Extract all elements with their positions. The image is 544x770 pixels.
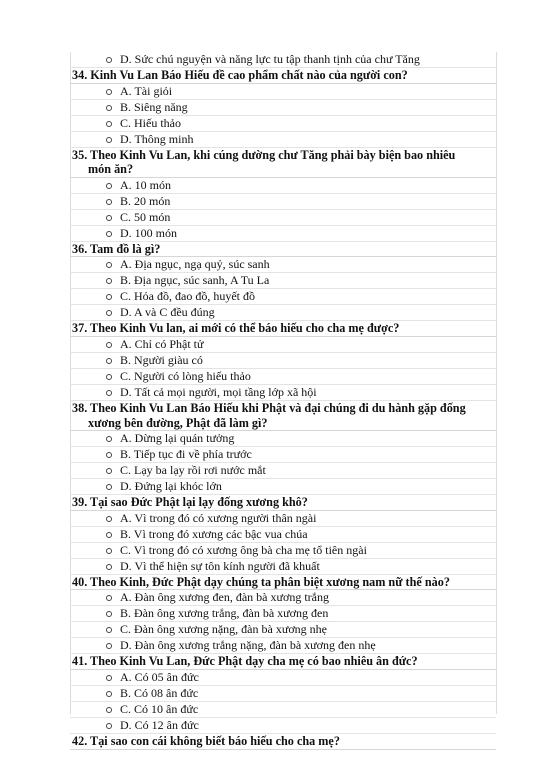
answer-option-text: D. Đàn ông xương trắng nặng, đàn bà xương đen nhẹ bbox=[120, 638, 376, 653]
answer-option bbox=[70, 590, 496, 606]
answer-option bbox=[70, 116, 496, 132]
circle-bullet-icon bbox=[106, 611, 112, 617]
circle-bullet-icon bbox=[106, 564, 112, 570]
answer-option-text: A. Địa ngục, ngạ quỷ, súc sanh bbox=[120, 257, 270, 272]
circle-bullet-icon bbox=[106, 675, 112, 681]
answer-option-text: A. 10 món bbox=[120, 177, 171, 192]
quiz-document bbox=[70, 52, 496, 750]
circle-bullet-icon bbox=[106, 215, 112, 221]
answer-option bbox=[70, 385, 496, 401]
answer-option-text: C. 50 món bbox=[120, 209, 171, 224]
question-text-line: 36. Tam đồ là gì? bbox=[72, 241, 161, 256]
answer-option-text: C. Hỏa đồ, đao đồ, huyết đồ bbox=[120, 289, 255, 304]
question-heading bbox=[70, 654, 496, 670]
answer-option bbox=[70, 622, 496, 638]
circle-bullet-icon bbox=[106, 89, 112, 95]
answer-option-text: B. Vì trong đó xương các bậc vua chúa bbox=[120, 526, 308, 541]
answer-option bbox=[70, 431, 496, 447]
answer-option bbox=[70, 559, 496, 575]
circle-bullet-icon bbox=[106, 310, 112, 316]
answer-option bbox=[70, 479, 496, 495]
circle-bullet-icon bbox=[106, 262, 112, 268]
circle-bullet-icon bbox=[106, 57, 112, 63]
answer-option-text: C. Có 10 ân đức bbox=[120, 701, 199, 716]
answer-option bbox=[70, 670, 496, 686]
circle-bullet-icon bbox=[106, 691, 112, 697]
circle-bullet-icon bbox=[106, 532, 112, 538]
circle-bullet-icon bbox=[106, 643, 112, 649]
question-heading bbox=[70, 401, 496, 431]
answer-option-text: D. Có 12 ân đức bbox=[120, 717, 199, 732]
answer-option bbox=[70, 337, 496, 353]
answer-option bbox=[70, 353, 496, 369]
circle-bullet-icon bbox=[106, 105, 112, 111]
circle-bullet-icon bbox=[106, 723, 112, 729]
circle-bullet-icon bbox=[106, 452, 112, 458]
answer-option-text: D. 100 món bbox=[120, 225, 177, 240]
circle-bullet-icon bbox=[106, 342, 112, 348]
circle-bullet-icon bbox=[106, 516, 112, 522]
answer-option bbox=[70, 718, 496, 734]
answer-option-text: A. Tài giỏi bbox=[120, 83, 173, 98]
answer-option bbox=[70, 543, 496, 559]
answer-option-text: C. Người có lòng hiếu thảo bbox=[120, 368, 251, 383]
answer-option-text: D. Đứng lại khóc lớn bbox=[120, 479, 222, 494]
circle-bullet-icon bbox=[106, 707, 112, 713]
answer-option bbox=[70, 606, 496, 622]
question-heading bbox=[70, 242, 496, 258]
circle-bullet-icon bbox=[106, 436, 112, 442]
answer-option-text: A. Dừng lại quán tưởng bbox=[120, 431, 235, 446]
answer-option bbox=[70, 702, 496, 718]
question-text-line: 38. Theo Kinh Vu Lan Báo Hiếu khi Phật và đại chúng đi du hành gặp đống bbox=[72, 400, 466, 415]
circle-bullet-icon bbox=[106, 358, 112, 364]
question-text-line: 39. Tại sao Đức Phật lại lạy đống xương khô? bbox=[72, 495, 308, 510]
question-text-line: món ăn? bbox=[88, 162, 134, 177]
question-text-line: 40. Theo Kinh, Đức Phật dạy chúng ta phân biệt xương nam nữ thế nào? bbox=[72, 574, 450, 589]
answer-option-text: B. 20 món bbox=[120, 193, 171, 208]
question-heading bbox=[70, 68, 496, 84]
answer-option bbox=[70, 447, 496, 463]
answer-option bbox=[70, 194, 496, 210]
answer-option bbox=[70, 638, 496, 654]
answer-option bbox=[70, 686, 496, 702]
question-text-line: 41. Theo Kinh Vu Lan, Đức Phật dạy cha mẹ có bao nhiêu ân đức? bbox=[72, 654, 418, 669]
answer-option-text: D. A và C đều đúng bbox=[120, 305, 215, 320]
question-text-line: 35. Theo Kinh Vu Lan, khi cúng dường chư Tăng phải bày biện bao nhiêu bbox=[72, 147, 456, 162]
answer-option bbox=[70, 369, 496, 385]
question-heading bbox=[70, 575, 496, 591]
answer-option bbox=[70, 511, 496, 527]
answer-option-text: C. Đàn ông xương nặng, đàn bà xương nhẹ bbox=[120, 622, 327, 637]
question-heading bbox=[70, 495, 496, 511]
circle-bullet-icon bbox=[106, 183, 112, 189]
answer-option-text: A. Vì trong đó có xương người thân ngài bbox=[120, 510, 317, 525]
answer-option bbox=[70, 178, 496, 194]
answer-option-text: B. Có 08 ân đức bbox=[120, 685, 199, 700]
answer-option-text: B. Đàn ông xương trắng, đàn bà xương đen bbox=[120, 606, 329, 621]
answer-option bbox=[70, 210, 496, 226]
circle-bullet-icon bbox=[106, 231, 112, 237]
answer-option-text: C. Hiếu thảo bbox=[120, 115, 181, 130]
answer-option-text: B. Tiếp tục đi về phía trước bbox=[120, 447, 252, 462]
circle-bullet-icon bbox=[106, 294, 112, 300]
answer-option bbox=[70, 305, 496, 321]
answer-option bbox=[70, 289, 496, 305]
question-heading bbox=[70, 148, 496, 178]
circle-bullet-icon bbox=[106, 548, 112, 554]
answer-option bbox=[70, 226, 496, 242]
answer-option bbox=[70, 463, 496, 479]
circle-bullet-icon bbox=[106, 390, 112, 396]
question-text-line: 34. Kinh Vu Lan Báo Hiếu đề cao phẩm chất nào của người con? bbox=[72, 68, 408, 82]
question-text-line: 42. Tại sao con cái không biết báo hiếu cho cha mẹ? bbox=[72, 733, 340, 748]
circle-bullet-icon bbox=[106, 484, 112, 490]
answer-option-text: C. Vì trong đó có xương ông bà cha mẹ tổ tiên ngài bbox=[120, 542, 367, 557]
question-text-line: xương bên đường, Phật đã làm gì? bbox=[88, 415, 268, 430]
answer-option bbox=[70, 257, 496, 273]
answer-option-text: D. Tất cả mọi người, mọi tầng lớp xã hội bbox=[120, 384, 317, 399]
answer-option-text: A. Chỉ có Phật tử bbox=[120, 336, 204, 351]
circle-bullet-icon bbox=[106, 137, 112, 143]
answer-option bbox=[70, 100, 496, 116]
question-heading bbox=[70, 734, 496, 750]
answer-option-text: A. Có 05 ân đức bbox=[120, 669, 199, 684]
circle-bullet-icon bbox=[106, 627, 112, 633]
answer-option-text: A. Đàn ông xương đen, đàn bà xương trắng bbox=[120, 590, 329, 605]
circle-bullet-icon bbox=[106, 278, 112, 284]
answer-option-text: D. Sức chú nguyện và năng lực tu tập thanh tịnh của chư Tăng bbox=[120, 52, 420, 66]
answer-option bbox=[70, 52, 496, 68]
answer-option bbox=[70, 527, 496, 543]
answer-option bbox=[70, 273, 496, 289]
answer-option-text: D. Vì thể hiện sự tôn kính người đã khuất bbox=[120, 558, 320, 573]
question-text-line: 37. Theo Kinh Vu lan, ai mới có thể báo hiếu cho cha mẹ được? bbox=[72, 321, 400, 336]
answer-option-text: B. Địa ngục, súc sanh, A Tu La bbox=[120, 273, 270, 288]
circle-bullet-icon bbox=[106, 468, 112, 474]
circle-bullet-icon bbox=[106, 374, 112, 380]
answer-option-text: C. Lạy ba lạy rồi rơi nước mắt bbox=[120, 463, 266, 478]
answer-option bbox=[70, 84, 496, 100]
answer-option bbox=[70, 132, 496, 148]
question-heading bbox=[70, 321, 496, 337]
circle-bullet-icon bbox=[106, 595, 112, 601]
circle-bullet-icon bbox=[106, 199, 112, 205]
circle-bullet-icon bbox=[106, 121, 112, 127]
right-border-line bbox=[496, 52, 497, 714]
answer-option-text: B. Người giàu có bbox=[120, 352, 203, 367]
answer-option-text: B. Siêng năng bbox=[120, 99, 188, 114]
answer-option-text: D. Thông minh bbox=[120, 131, 194, 146]
